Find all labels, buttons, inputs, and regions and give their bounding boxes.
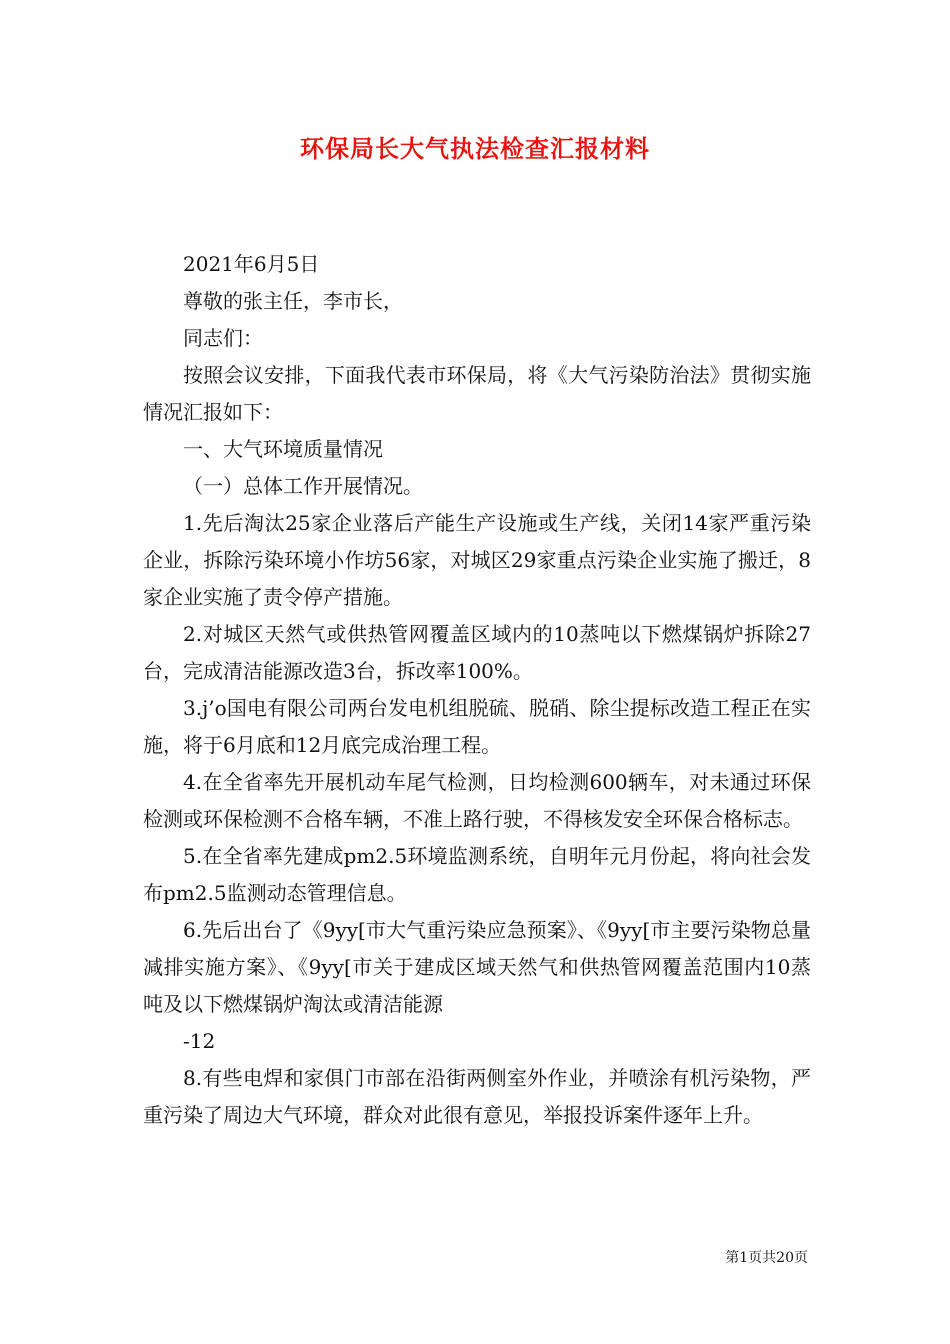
item-paragraph: 3.j’o国电有限公司两台发电机组脱硫、脱硝、除尘提标改造工程正在实施，将于6月底和12月底完成治理工程。 — [143, 696, 811, 757]
item-paragraph: 1.先后淘汰25家企业落后产能生产设施或生产线，关闭14家严重污染企业，拆除污染环境小作坊56家，对城区29家重点污染企业实施了搬迁，8家企业实施了责令停产措施。 — [143, 511, 811, 609]
fragment-line: -12 — [183, 1029, 216, 1053]
item-paragraph: 2.对城区天然气或供热管网覆盖区域内的10蒸吨以下燃煤锅炉拆除27台，完成清洁能源改造3台，拆改率100%。 — [143, 622, 811, 683]
intro-paragraph: 按照会议安排，下面我代表市环保局，将《大气污染防治法》贯彻实施情况汇报如下： — [143, 363, 811, 424]
document-title: 环保局长大气执法检查汇报材料 — [300, 134, 650, 163]
item-paragraph: 4.在全省率先开展机动车尾气检测，日均检测600辆车，对未通过环保检测或环保检测不合格车辆，不准上路行驶，不得核发安全环保合格标志。 — [143, 770, 811, 831]
section-heading: 一、大气环境质量情况 — [183, 437, 383, 461]
subsection-heading: （一）总体工作开展情况。 — [183, 474, 423, 498]
page-number: 第1页共20页 — [725, 1250, 808, 1266]
item-paragraph: 6.先后出台了《9yy[市大气重污染应急预案》、《9yy[市主要污染物总量减排实施方案》、《9yy[市关于建成区域天然气和供热管网覆盖范围内10蒸吨及以下燃煤锅炉淘汰或清洁能源 — [143, 918, 811, 1016]
salutation-comrades: 同志们： — [183, 326, 263, 350]
document-body — [143, 246, 811, 1134]
date-line: 2021年6月5日 — [183, 252, 320, 276]
salutation: 尊敬的张主任，李市长， — [183, 289, 403, 313]
item-paragraph: 8.有些电焊和家俱门市部在沿街两侧室外作业，并喷涂有机污染物，严重污染了周边大气环境，群众对此很有意见，举报投诉案件逐年上升。 — [143, 1066, 811, 1127]
item-paragraph: 5.在全省率先建成pm2.5环境监测系统，自明年元月份起，将向社会发布pm2.5监测动态管理信息。 — [143, 844, 811, 905]
